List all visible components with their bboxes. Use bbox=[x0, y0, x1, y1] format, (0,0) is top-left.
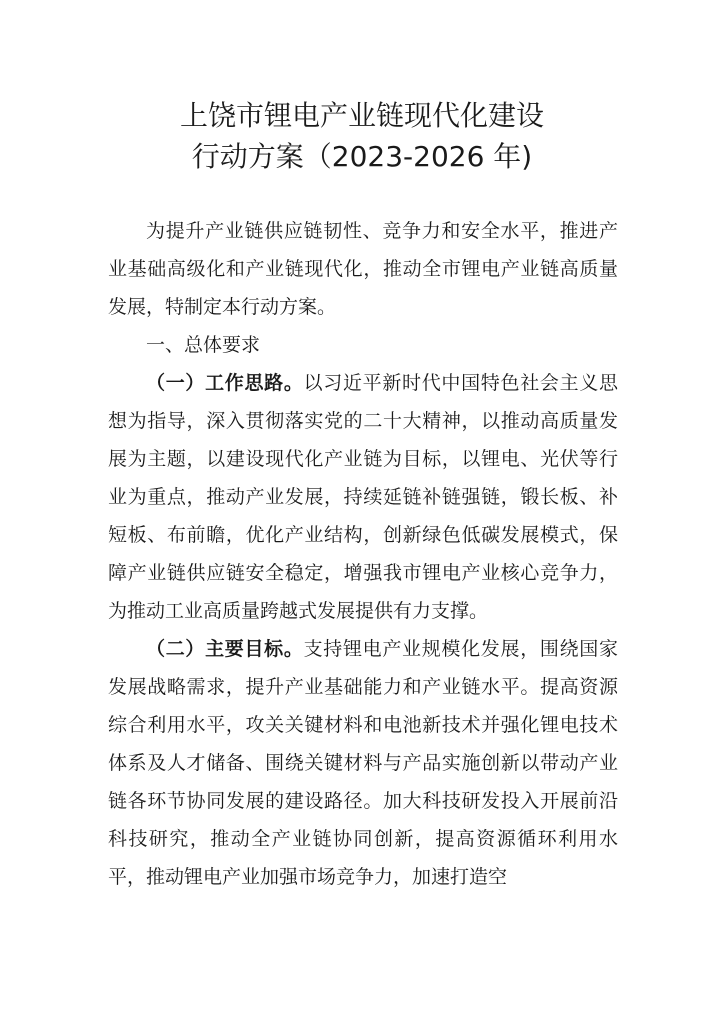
main-goals-label: （二）主要目标。 bbox=[146, 638, 304, 660]
work-approach-label: （一）工作思路。 bbox=[146, 372, 304, 394]
intro-paragraph: 为提升产业链供应链韧性、竞争力和安全水平，推进产业基础高级化和产业链现代化，推动全市锂电产业链高质量发展，特制定本行动方案。 bbox=[108, 220, 618, 318]
main-goals-text: 支持锂电产业规模化发展，围绕国家发展战略需求，提升产业基础能力和产业链水平。提高资源综合利用水平，攻关关键材料和电池新技术并强化锂电技术体系及人才储备、围绕关键材料与产品实施创新以带动产业链各环节协同发展的建设路径。加大科技研发投入开展前沿科技研究，推动全产业链协同创新，提高资源循环利用水平，推动锂电产业加强市场竞争力，加速打造空 bbox=[108, 638, 618, 888]
work-approach-paragraph bbox=[108, 364, 618, 630]
main-goals-paragraph bbox=[108, 630, 618, 896]
document-title-line1: 上饶市锂电产业链现代化建设 bbox=[179, 99, 544, 132]
work-approach-text: 以习近平新时代中国特色社会主义思想为指导，深入贯彻落实党的二十大精神，以推动高质量发展为主题，以建设现代化产业链为目标，以锂电、光伏等行业为重点，推动产业发展，持续延链补链强链，锻长板、补短板、布前瞻，优化产业结构，创新绿色低碳发展模式，保障产业链供应链安全稳定，增强我市锂电产业核心竞争力，为推动工业高质量跨越式发展提供有力支撑。 bbox=[108, 372, 618, 622]
document-title-line2: 行动方案（2023-2026 年) bbox=[191, 140, 533, 173]
section-heading: 一、总体要求 bbox=[146, 334, 261, 356]
